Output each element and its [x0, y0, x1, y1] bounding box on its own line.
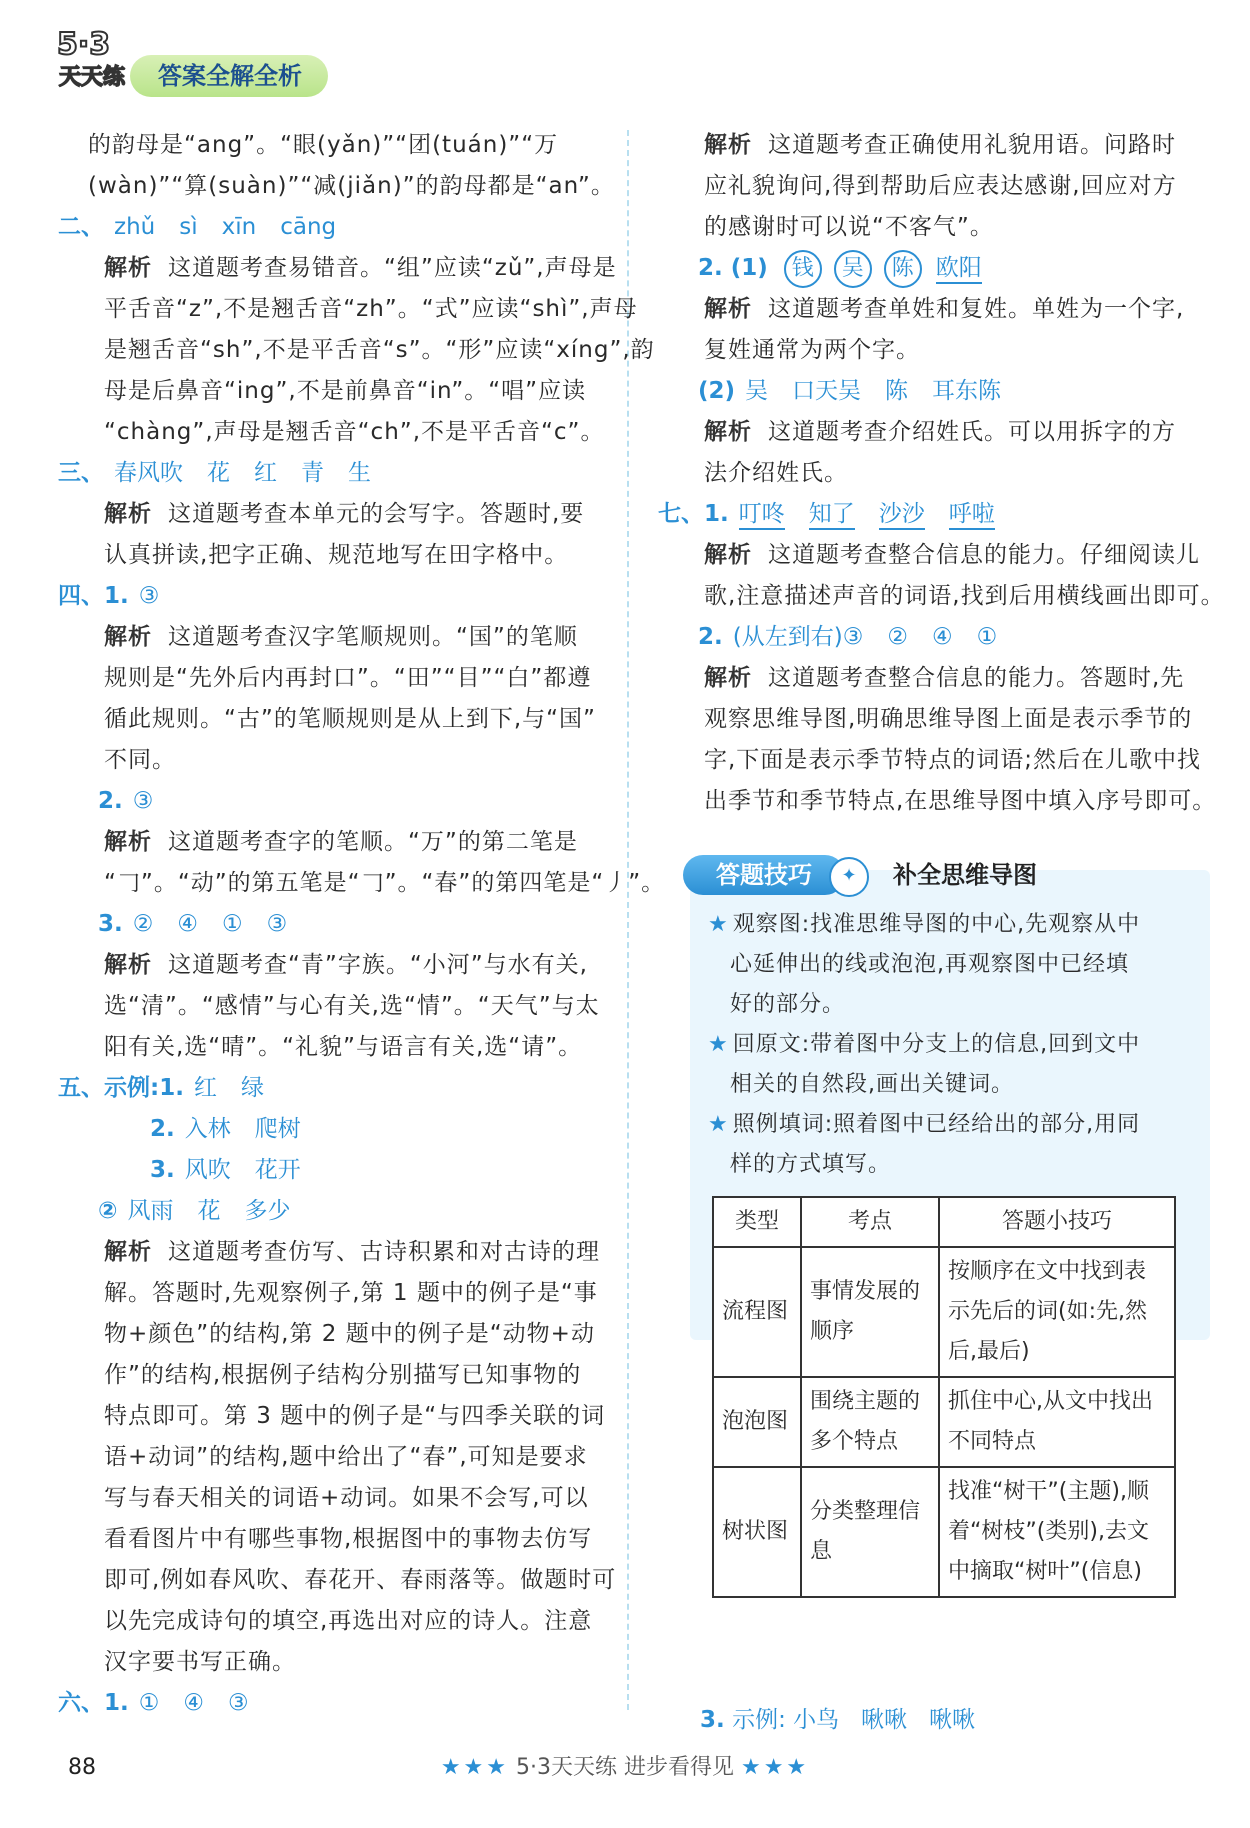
paragraph-text: 特点即可。第 3 题中的例子是“与四季关联的词: [104, 1403, 606, 1429]
paragraph-text: 是翘舌音“sh”,不是平舌音“s”。“形”应读“xíng”,韵: [104, 337, 655, 363]
footer-slogan: [400, 1750, 850, 1781]
text-line: [658, 330, 1198, 371]
paragraph-text: 这道题考查本单元的会写字。答题时,要: [168, 501, 585, 527]
question-number: 2.: [698, 624, 723, 650]
table-header-row: [713, 1197, 1175, 1247]
text-line: [58, 1437, 608, 1478]
table-cell: 找准“树干”(主题),顺着“树枝”(类别),去文中摘取“树叶”(信息): [939, 1467, 1175, 1597]
answer-text: 花开: [254, 1157, 301, 1183]
tip-line: [708, 1065, 1198, 1105]
answer-text: ③: [138, 583, 160, 609]
answer-text: 啾啾: [861, 1707, 908, 1733]
tip-header: [683, 855, 1203, 899]
paragraph-text: 这道题考查字的笔顺。“万”的第二笔是: [168, 829, 578, 855]
paragraph-text: 这道题考查整合信息的能力。答题时,先: [768, 665, 1185, 691]
star-icon: ★: [708, 1032, 729, 1057]
text-line: [58, 1642, 608, 1683]
text-line: [658, 535, 1198, 576]
text-line: [58, 1355, 608, 1396]
table-header-cell: 考点: [801, 1197, 939, 1247]
tip-line: [708, 985, 1198, 1025]
question-number: 3.: [150, 1157, 175, 1183]
answer-text: ④: [183, 1690, 204, 1716]
svg-text:5·3: 5·3: [57, 27, 111, 62]
answer-line: [58, 207, 608, 248]
paragraph-text: 复姓通常为两个字。: [704, 337, 920, 363]
answer-text: zhǔ: [114, 214, 156, 240]
footer-stars-left: ★★★: [440, 1755, 509, 1780]
text-line: [58, 699, 608, 740]
tip-text: 好的部分。: [730, 992, 846, 1017]
text-line: [58, 945, 608, 986]
answer-text: 吴: [745, 378, 769, 404]
jiexi-label: 解析: [704, 542, 752, 568]
answer-line: [658, 371, 1198, 412]
paragraph-text: 出季节和季节特点,在思维导图中填入序号即可。: [704, 788, 1217, 814]
answer-text: ④: [931, 624, 953, 650]
table-cell: 事情发展的顺序: [801, 1247, 939, 1377]
text-line: [658, 453, 1198, 494]
answer-line: [58, 781, 608, 822]
table-cell: 按顺序在文中找到表示先后的词(如:先,然后,最后): [939, 1247, 1175, 1377]
paragraph-text: 解。答题时,先观察例子,第 1 题中的例子是“事: [104, 1280, 598, 1306]
answer-line: [58, 1109, 608, 1150]
question-number: 五、示例:1.: [58, 1075, 184, 1101]
answer-text: 欧阳: [936, 255, 982, 284]
text-line: [58, 1396, 608, 1437]
text-line: [58, 617, 608, 658]
brand-logo-icon: [55, 18, 135, 98]
tip-text: 相关的自然段,画出关键词。: [730, 1072, 1014, 1097]
paragraph-text: 观察思维导图,明确思维导图上面是表示季节的: [704, 706, 1193, 732]
answer-line: [58, 1068, 608, 1109]
answer-line: [58, 904, 608, 945]
left-column: [58, 125, 666, 1724]
paragraph-text: 母是后鼻音“ing”,不是前鼻音“in”。“唱”应读: [104, 378, 587, 404]
answer-text: sì: [179, 214, 198, 240]
answer-text: ①: [222, 911, 243, 937]
answer-line: [658, 494, 1198, 535]
table-row: [713, 1247, 1175, 1377]
paragraph-text: 这道题考查汉字笔顺规则。“国”的笔顺: [168, 624, 578, 650]
paragraph-text: 这道题考查易错音。“组”应读“zǔ”,声母是: [168, 255, 617, 281]
paragraph-text: 平舌音“z”,不是翘舌音“zh”。“式”应读“shì”,声母: [104, 296, 638, 322]
answer-text: ④: [177, 911, 198, 937]
question-number: ②: [98, 1198, 118, 1224]
tip-text: 心延伸出的线或泡泡,再观察图中已经填: [730, 952, 1129, 977]
jiexi-label: 解析: [104, 255, 152, 281]
answer-text: 花: [207, 460, 230, 486]
answer-line: [58, 453, 608, 494]
answer-text: 花: [197, 1198, 221, 1224]
question-number: 三、: [58, 460, 104, 486]
answer-line: [700, 1700, 1200, 1741]
text-line: [58, 535, 608, 576]
table-row: [713, 1377, 1175, 1467]
answer-line: [658, 248, 1198, 289]
question-number: (2): [698, 378, 736, 404]
table-header-cell: 类型: [713, 1197, 801, 1247]
paragraph-text: 循此规则。“古”的笔顺规则是从上到下,与“国”: [104, 706, 596, 732]
tips-table: [712, 1196, 1176, 1598]
answer-text: 沙沙: [879, 501, 925, 530]
answer-line: [58, 1150, 608, 1191]
answer-text: xīn: [221, 214, 257, 240]
paragraph-text: 物+颜色”的结构,第 2 题中的例子是“动物+动: [104, 1321, 595, 1347]
answer-text: 多少: [244, 1198, 291, 1224]
answer-text: cāng: [280, 214, 337, 240]
tip-badge: 答题技巧: [683, 855, 845, 895]
tip-line: [708, 1105, 1198, 1145]
example-label: 示例:: [732, 1707, 786, 1733]
answer-text: 知了: [809, 501, 855, 530]
text-line: [58, 166, 615, 207]
tip-line: [708, 1145, 1198, 1185]
answer-text: 绿: [240, 1075, 264, 1101]
text-line: [58, 412, 608, 453]
answer-text: 啾啾: [929, 1707, 976, 1733]
paragraph-text: 字,下面是表示季节特点的词语;然后在儿歌中找: [704, 747, 1202, 773]
answer-text: 红: [254, 460, 277, 486]
text-line: [658, 166, 1198, 207]
text-line: [58, 289, 638, 330]
text-line: [658, 658, 1198, 699]
answer-text: 生: [348, 460, 371, 486]
text-line: [58, 863, 666, 904]
question-number: 3.: [700, 1707, 725, 1733]
tip-text: 观察图:找准思维导图的中心,先观察从中: [732, 912, 1141, 937]
text-line: [58, 1314, 608, 1355]
text-line: [58, 740, 608, 781]
table-header-cell: 答题小技巧: [939, 1197, 1175, 1247]
paragraph-text: 这道题考查整合信息的能力。仔细阅读儿: [768, 542, 1200, 568]
circled-answer: 陈: [884, 250, 922, 288]
paragraph-text: 应礼貌询问,得到帮助后应表达感谢,回应对方: [704, 173, 1177, 199]
answer-text: ③: [228, 1690, 249, 1716]
question-number: 六、1.: [58, 1690, 129, 1716]
text-line: [58, 658, 608, 699]
paragraph-text: 的感谢时可以说“不客气”。: [704, 214, 994, 240]
text-line: [58, 1601, 608, 1642]
answer-text: 红: [193, 1075, 217, 1101]
paragraph-text: 写与春天相关的词语+动词。如果不会写,可以: [104, 1485, 589, 1511]
table-row: [713, 1467, 1175, 1597]
answer-text: 叮咚: [739, 501, 785, 530]
text-line: [58, 1478, 608, 1519]
tip-line: [708, 1025, 1198, 1065]
answer-text: 风吹: [184, 1157, 231, 1183]
last-answer: [700, 1700, 1200, 1741]
circled-answer: 吴: [834, 250, 872, 288]
table-cell: 泡泡图: [713, 1377, 801, 1467]
slogan-text: 5·3天天练 进步看得见: [516, 1755, 734, 1780]
answer-text: 小鸟: [793, 1707, 840, 1733]
answer-line: [58, 576, 608, 617]
star-icon: ★: [708, 912, 729, 937]
text-line: [658, 125, 1198, 166]
paragraph-text: 作”的结构,根据例子结构分别描写已知事物的: [104, 1362, 582, 1388]
tip-body: [708, 905, 1198, 1185]
answer-line: [58, 1191, 608, 1232]
answer-text: ③: [132, 788, 154, 814]
jiexi-label: 解析: [704, 296, 752, 322]
question-number: 四、1.: [58, 583, 129, 609]
header-title: 答案全解全析: [158, 62, 302, 90]
text-line: [58, 248, 617, 289]
tip-text: 照例填词:照着图中已经给出的部分,用同: [732, 1112, 1141, 1137]
table-cell: 流程图: [713, 1247, 801, 1377]
jiexi-label: 解析: [704, 665, 752, 691]
answer-text: 耳东陈: [932, 378, 1002, 404]
lightbulb-icon: ✦: [829, 857, 869, 897]
paragraph-text: 汉字要书写正确。: [104, 1649, 296, 1675]
jiexi-label: 解析: [104, 1239, 152, 1265]
paragraph-text: “𠃌”。“动”的第五笔是“𠃌”。“春”的第四笔是“丿”。: [104, 870, 666, 896]
paragraph-text: 以先完成诗句的填空,再选出对应的诗人。注意: [104, 1608, 593, 1634]
tip-text: 样的方式填写。: [730, 1152, 892, 1177]
answer-text: 口天吴: [792, 378, 862, 404]
text-line: [58, 822, 608, 863]
tip-text: 回原文:带着图中分支上的信息,回到文中: [732, 1032, 1141, 1057]
jiexi-label: 解析: [704, 419, 752, 445]
paragraph-text: 语+动词”的结构,题中给出了“春”,可知是要求: [104, 1444, 588, 1470]
paragraph-text: 不同。: [104, 747, 176, 773]
paragraph-text: 规则是“先外后内再封口”。“田”“目”“白”都遵: [104, 665, 592, 691]
text-line: [58, 125, 608, 166]
paragraph-text: “chàng”,声母是翘舌音“ch”,不是平舌音“c”。: [104, 419, 605, 445]
question-number: 3.: [98, 911, 123, 937]
paragraph-text: 这道题考查正确使用礼貌用语。问路时: [768, 132, 1176, 158]
paragraph-text: 这道题考查“青”字族。“小河”与水有关,: [168, 952, 588, 978]
circled-answer: 钱: [784, 250, 822, 288]
text-line: [58, 1560, 617, 1601]
text-line: [658, 740, 1202, 781]
question-number: 2.: [150, 1116, 175, 1142]
text-line: [58, 494, 608, 535]
paragraph-text: (wàn)”“算(suàn)”“减(jiǎn)”的韵母都是“an”。: [88, 173, 615, 199]
paragraph-text: 的韵母是“ang”。“眼(yǎn)”“团(tuán)”“万: [88, 132, 559, 158]
jiexi-label: 解析: [704, 132, 752, 158]
answer-line: [658, 617, 1198, 658]
paragraph-text: 歌,注意描述声音的词语,找到后用横线画出即可。: [704, 583, 1225, 609]
page-number: 88: [68, 1755, 96, 1780]
table-cell: 抓住中心,从文中找出不同特点: [939, 1377, 1175, 1467]
text-line: [58, 1519, 608, 1560]
star-icon: ★: [708, 1112, 729, 1137]
question-number: 2.: [98, 788, 123, 814]
paragraph-text: 阳有关,选“晴”。“礼貌”与语言有关,选“请”。: [104, 1034, 583, 1060]
answer-text: 陈: [885, 378, 909, 404]
answer-text: 爬树: [254, 1116, 301, 1142]
text-line: [58, 330, 655, 371]
answer-line: [58, 1683, 608, 1724]
text-line: [658, 576, 1225, 617]
paragraph-text: 这道题考查单姓和复姓。单姓为一个字,: [768, 296, 1185, 322]
answer-text: 春风吹: [114, 460, 183, 486]
paragraph-text: 选“清”。“感情”与心有关,选“情”。“天气”与太: [104, 993, 600, 1019]
answer-text: ①: [138, 1690, 160, 1716]
question-number: 2. (1): [698, 255, 768, 281]
text-line: [658, 207, 1198, 248]
tip-line: [708, 905, 1198, 945]
text-line: [58, 986, 608, 1027]
svg-text:天天练: 天天练: [59, 65, 126, 90]
answer-text: (从左到右)③: [732, 624, 864, 650]
jiexi-label: 解析: [104, 829, 152, 855]
answer-list: [793, 1707, 997, 1733]
paragraph-text: 认真拼读,把字正确、规范地写在田字格中。: [104, 542, 569, 568]
text-line: [58, 1273, 608, 1314]
answer-text: 风雨: [127, 1198, 174, 1224]
tip-line: [708, 945, 1198, 985]
footer-stars-right: ★★★: [740, 1755, 810, 1780]
text-line: [58, 1027, 608, 1068]
answer-text: 青: [301, 460, 324, 486]
text-line: [658, 699, 1198, 740]
table-cell: 分类整理信息: [801, 1467, 939, 1597]
paragraph-text: 看看图片中有哪些事物,根据图中的事物去仿写: [104, 1526, 593, 1552]
answer-text: ②: [887, 624, 908, 650]
answer-text: ①: [976, 624, 998, 650]
jiexi-label: 解析: [104, 624, 152, 650]
tip-title: 补全思维导图: [893, 861, 1037, 889]
answer-text: 呼啦: [949, 501, 995, 530]
paragraph-text: 这道题考查介绍姓氏。可以用拆字的方: [768, 419, 1176, 445]
jiexi-label: 解析: [104, 952, 152, 978]
paragraph-text: 即可,例如春风吹、春花开、春雨落等。做题时可: [104, 1567, 617, 1593]
table-cell: 围绕主题的多个特点: [801, 1377, 939, 1467]
text-line: [58, 1232, 608, 1273]
answer-text: ②: [132, 911, 154, 937]
jiexi-label: 解析: [104, 501, 152, 527]
paragraph-text: 法介绍姓氏。: [704, 460, 848, 486]
table-cell: 树状图: [713, 1467, 801, 1597]
question-number: 七、1.: [658, 501, 729, 527]
right-column: [658, 125, 1225, 822]
paragraph-text: 这道题考查仿写、古诗积累和对古诗的理: [168, 1239, 600, 1265]
text-line: [658, 289, 1198, 330]
text-line: [658, 781, 1217, 822]
text-line: [658, 412, 1198, 453]
answer-text: ③: [266, 911, 288, 937]
question-number: 二、: [58, 214, 104, 240]
text-line: [58, 371, 608, 412]
answer-text: 入林: [184, 1116, 231, 1142]
